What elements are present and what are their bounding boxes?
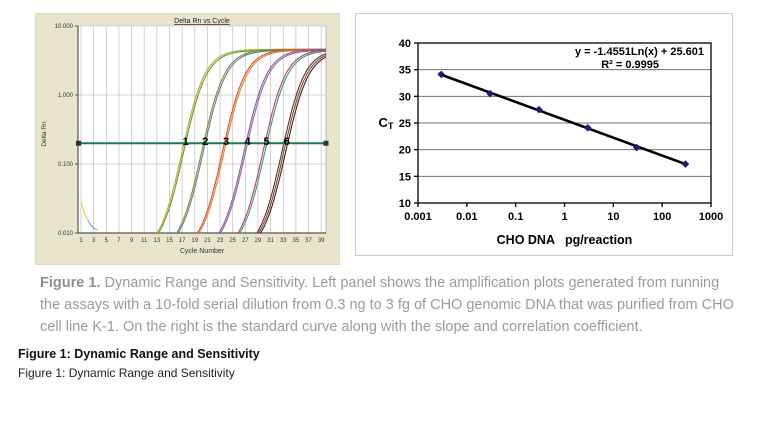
- svg-text:5: 5: [104, 238, 108, 244]
- amplification-plot-panel: [35, 13, 340, 265]
- svg-text:15: 15: [398, 171, 411, 184]
- svg-text:35: 35: [292, 238, 300, 244]
- svg-text:23: 23: [216, 238, 224, 244]
- svg-text:3: 3: [223, 136, 230, 149]
- svg-text:1000: 1000: [698, 211, 724, 223]
- svg-text:35: 35: [398, 64, 411, 77]
- svg-text:11: 11: [141, 238, 148, 244]
- caption-figure-label: Figure 1.: [40, 275, 101, 291]
- svg-text:39: 39: [317, 238, 325, 244]
- figure-title-plain: Figure 1: Dynamic Range and Sensitivity: [18, 366, 235, 380]
- svg-text:y = -1.4551Ln(x) + 25.601: y = -1.4551Ln(x) + 25.601: [574, 46, 704, 58]
- svg-text:4: 4: [244, 136, 251, 149]
- svg-text:0.1: 0.1: [508, 211, 524, 223]
- svg-text:100: 100: [652, 211, 672, 223]
- svg-text:15: 15: [166, 238, 173, 244]
- amplification-plot: [36, 14, 339, 264]
- svg-text:Cycle Number: Cycle Number: [179, 248, 225, 255]
- figure-title-bold: Figure 1: Dynamic Range and Sensitivity: [18, 347, 260, 361]
- svg-text:10: 10: [398, 198, 411, 210]
- svg-text:5: 5: [263, 136, 270, 149]
- svg-text:CT: CT: [378, 115, 394, 131]
- svg-text:0.010: 0.010: [57, 231, 73, 237]
- svg-text:27: 27: [241, 238, 249, 244]
- svg-text:1: 1: [182, 136, 189, 149]
- svg-text:R² = 0.9995: R² = 0.9995: [601, 59, 659, 71]
- svg-text:21: 21: [204, 238, 211, 244]
- svg-text:0.100: 0.100: [57, 162, 73, 168]
- svg-text:7: 7: [117, 238, 121, 244]
- svg-text:9: 9: [129, 238, 134, 244]
- svg-text:17: 17: [178, 238, 186, 244]
- svg-text:31: 31: [267, 238, 274, 244]
- svg-text:CHO DNA pg/reaction: CHO DNA pg/reaction: [496, 233, 633, 247]
- svg-text:Delta Rn: Delta Rn: [41, 121, 48, 147]
- svg-text:25: 25: [229, 238, 237, 244]
- svg-text:0.001: 0.001: [404, 211, 432, 223]
- svg-text:25: 25: [398, 118, 411, 130]
- svg-text:1: 1: [561, 211, 568, 223]
- svg-text:29: 29: [254, 238, 262, 244]
- svg-text:1: 1: [79, 238, 83, 244]
- svg-text:Delta Rn vs Cycle: Delta Rn vs Cycle: [174, 18, 230, 25]
- svg-text:20: 20: [398, 144, 411, 157]
- caption-text: Dynamic Range and Sensitivity. Left panel shows the amplification plots generated from running the assays with a 10-fold serial dilution from 0.3 ng to 3 fg of CHO genomic DNA that was purified from CHO cell line K-1. On the right is the standard curve along with the slope and correlation coefficient.: [40, 275, 734, 335]
- standard-curve-plot: [356, 14, 732, 255]
- figure-caption: [40, 272, 740, 338]
- svg-text:10: 10: [607, 211, 620, 223]
- svg-text:0.01: 0.01: [456, 211, 478, 223]
- svg-text:10.000: 10.000: [54, 24, 73, 30]
- svg-text:33: 33: [279, 238, 287, 244]
- svg-text:1.000: 1.000: [57, 93, 73, 99]
- svg-text:13: 13: [153, 238, 161, 244]
- svg-text:40: 40: [398, 38, 411, 50]
- svg-text:37: 37: [305, 238, 312, 244]
- svg-text:6: 6: [283, 136, 290, 149]
- svg-text:2: 2: [202, 136, 209, 149]
- standard-curve-panel: [355, 13, 733, 256]
- svg-text:19: 19: [191, 238, 199, 244]
- svg-text:30: 30: [398, 91, 411, 104]
- svg-text:3: 3: [91, 238, 96, 244]
